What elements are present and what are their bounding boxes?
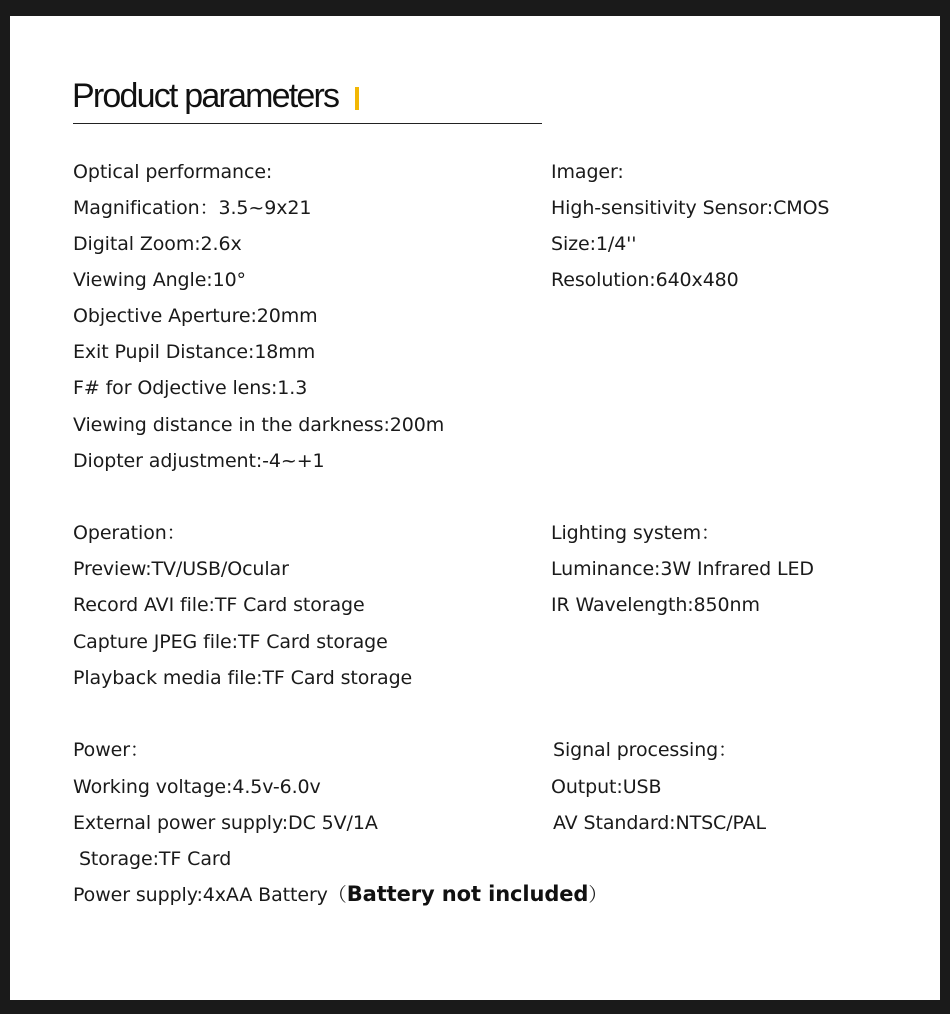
- spec-digital-zoom: Digital Zoom:2.6x: [73, 233, 242, 255]
- spec-external-power: External power supply:DC 5V/1A: [73, 812, 378, 834]
- spec-output: Output:USB: [551, 776, 662, 798]
- optical-heading: Optical performance:: [73, 161, 273, 183]
- power-supply-label: Power supply:4xAA Battery（: [73, 884, 347, 906]
- spec-luminance: Luminance:3W Infrared LED: [551, 558, 814, 580]
- spec-storage: Storage:TF Card: [73, 848, 232, 870]
- spec-power-supply: [73, 882, 607, 907]
- signal-heading: Signal processing：: [553, 739, 737, 761]
- page-title: Product parameters: [72, 77, 339, 115]
- spec-f-number: F# for Odjective lens:1.3: [73, 377, 308, 399]
- spec-working-voltage: Working voltage:4.5v-6.0v: [73, 776, 321, 798]
- spec-magnification: Magnification：3.5~9x21: [73, 197, 312, 219]
- lighting-heading: Lighting system：: [551, 522, 720, 544]
- spec-preview: Preview:TV/USB/Ocular: [73, 558, 289, 580]
- spec-diopter: Diopter adjustment:-4~+1: [73, 450, 325, 472]
- title-accent-bar: [355, 87, 359, 110]
- spec-size: Size:1/4'': [551, 233, 637, 255]
- power-heading: Power：: [73, 739, 149, 761]
- spec-resolution: Resolution:640x480: [551, 269, 739, 291]
- operation-heading: Operation：: [73, 522, 186, 544]
- spec-ir-wavelength: IR Wavelength:850nm: [551, 594, 760, 616]
- spec-viewing-angle: Viewing Angle:10°: [73, 269, 246, 291]
- spec-exit-pupil: Exit Pupil Distance:18mm: [73, 341, 316, 363]
- title-underline: [73, 123, 542, 124]
- imager-heading: Imager:: [551, 161, 624, 183]
- spec-av-standard: AV Standard:NTSC/PAL: [553, 812, 767, 834]
- spec-record-avi: Record AVI file:TF Card storage: [73, 594, 365, 616]
- battery-note: Battery not included: [346, 882, 589, 906]
- power-supply-close: ）: [588, 884, 608, 906]
- spec-capture-jpeg: Capture JPEG file:TF Card storage: [73, 631, 388, 653]
- spec-objective-aperture: Objective Aperture:20mm: [73, 305, 318, 327]
- spec-sensor: High-sensitivity Sensor:CMOS: [551, 197, 830, 219]
- spec-viewing-distance: Viewing distance in the darkness:200m: [73, 414, 445, 436]
- spec-playback: Playback media file:TF Card storage: [73, 667, 413, 689]
